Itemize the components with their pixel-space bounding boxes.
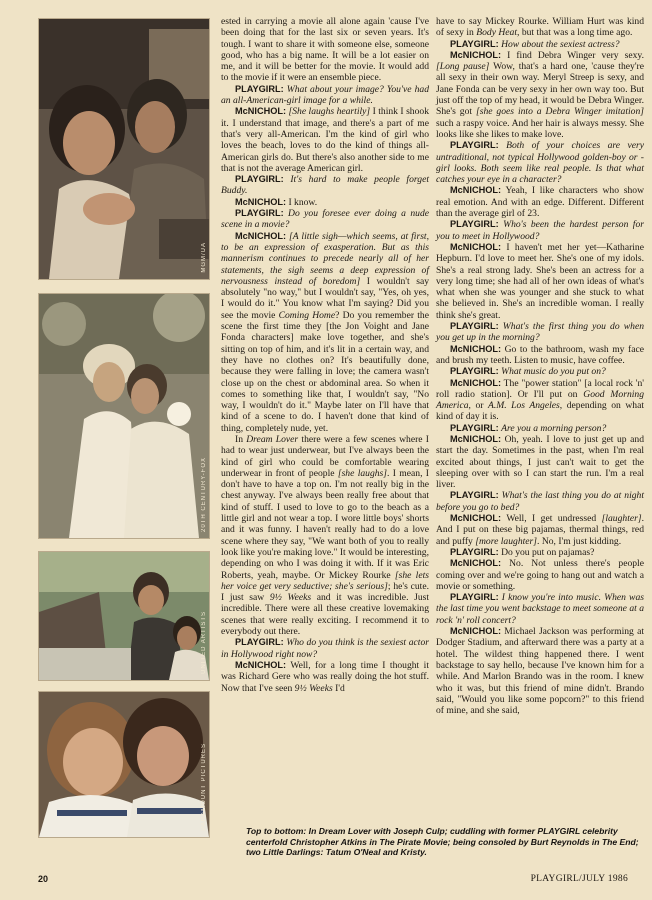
speaker-label: McNICHOL: (235, 659, 287, 670)
photo-credit: MGM/UA (201, 242, 207, 273)
question-text: What's the last thing you do at night before you go to bed? (436, 490, 644, 513)
speaker-label: PLAYGIRL: (450, 546, 499, 557)
speaker-label: PLAYGIRL: (235, 637, 284, 648)
article-paragraph (221, 16, 429, 84)
article-paragraph (436, 434, 644, 490)
answer-segment: Wow, that's a hard one, 'cause they're all sexy in their own way. Meryl Streep is sexy, and Jane Fonda can be very sexy in her own way too. But just off the top of my head, it would be Debra Winger. She's got (436, 61, 644, 118)
article-paragraph (436, 547, 644, 558)
answer-segment: I think I shook it. I understand that image, and there's a part of me that's very all-American. I'm the kind of girl who loves the beach, loves to do the kind of things all-American girls do. But there's also another side to me that is not the average American girl. (221, 106, 429, 174)
article-paragraph (436, 592, 644, 626)
answer-segment: In (235, 433, 247, 445)
question-text: Who's been the hardest person for you to meet in Hollywood? (436, 219, 644, 242)
speaker-label: McNICHOL: (235, 106, 287, 117)
answer-segment: No. Not unless there's people coming over and we're going to hang out and watch a movie or something. (436, 558, 644, 592)
speaker-label: PLAYGIRL: (450, 219, 499, 230)
speaker-label: PLAYGIRL: (450, 366, 499, 377)
speaker-label: McNICHOL: (235, 230, 287, 241)
article-paragraph (221, 231, 429, 434)
article-paragraph (436, 185, 644, 219)
article-paragraph (436, 39, 644, 50)
question-text: It's hard to make people forget Buddy. (221, 174, 429, 197)
article-paragraph (436, 558, 644, 592)
article-paragraph (221, 197, 429, 208)
italic-segment: 9½ Weeks (269, 592, 312, 604)
answer-segment: there were a few scenes where I had to wear just underwear, but I've always been the kind of girl who could be comfortable wearing underwear in front of people (221, 433, 430, 479)
answer-segment: , or (468, 400, 488, 412)
answer-segment: Oh, yeah. I love to just get up and start the day. Sometimes in the past, when I'm real excited about things, I just can't wait to get the sleeping over with so I can start the run. I'm a real liver. (436, 433, 644, 491)
article-paragraph (221, 434, 429, 637)
article-paragraph (436, 626, 644, 716)
photo-dream-lover-image (39, 19, 209, 279)
italic-segment: Good Morning America (436, 388, 644, 412)
photo-credit: UNITED ARTISTS (201, 611, 207, 674)
article-paragraph (221, 84, 429, 107)
italic-segment: A.M. Los Angeles (487, 400, 560, 412)
answer-segment: Michael Jackson was performing at Dodger Stadium, and afterward there was a party at a hotel. The wildest thing happened there. I went backstage to say hello, because I've known him for a while. And Marlon Brando was in the room. I knew who it was, but this friend of mine didn't. Brando said, "Would you like some popcorn?" to this friend of mine, and she said, (436, 626, 644, 717)
article-paragraph (221, 660, 429, 694)
photo-credit: 20TH CENTURY-FOX (201, 456, 207, 532)
question-text: Are you a morning person? (501, 422, 607, 434)
answer-segment: Yeah, I like characters who show real emotion. And with an edge. Different. Different than the average girl of 23. (436, 185, 645, 220)
article-paragraph (436, 321, 644, 344)
question-text: Both of your choices are very untraditional, not typical Hollywood golden-boy or -girl looks. Both seem like real people. Is that what catches your eye in a character? (436, 140, 644, 186)
answer-segment: I find Debra Winger very sexy. (507, 49, 644, 61)
italic-segment: [She laughs heartily] (288, 106, 371, 118)
answer-segment: Go to the bathroom, wash my face and brush my teeth. Listen to music, have coffee. (436, 343, 644, 366)
answer-segment: I'd (332, 682, 345, 694)
speaker-label: PLAYGIRL: (450, 490, 499, 501)
answer-segment: have to say Mickey Rourke. William Hurt was kind of sexy in (436, 16, 644, 39)
article-column-2 (436, 16, 644, 716)
speaker-label: McNICHOL: (235, 196, 287, 207)
italic-segment: [A little sigh—which seems, at first, to be an expression of exasperation. But as this mannerism continues to precede nearly all of her statements, the sigh seems a deep expression of nervousness instead of boredom] (221, 230, 429, 287)
article-paragraph (436, 378, 644, 423)
photo-the-end-image (39, 552, 209, 680)
speaker-label: McNICHOL: (450, 185, 502, 196)
answer-segment: , depending on what kind of day it is. (436, 400, 644, 423)
italic-segment: Dream Lover (246, 433, 299, 445)
article-paragraph (436, 423, 644, 434)
speaker-label: McNICHOL: (450, 558, 502, 569)
paragraph-text: ested in carrying a movie all alone again 'cause I've been doing that for the last six or seven years. It's tough. I want to share it with someone else, someone good, who has a big name. It will be a lot easier on me, and it will be better for the movie. It would add to the movie if it were an ensemble piece. (221, 16, 429, 84)
speaker-label: McNICHOL: (450, 49, 502, 60)
italic-segment: 9½ Weeks (294, 682, 333, 694)
photo-dream-lover (38, 18, 210, 280)
answer-segment: . And I put on these big pajamas, thermal things, red and puffy (436, 513, 644, 547)
article-paragraph (436, 513, 644, 547)
paragraph-text: Do you put on pajamas? (501, 546, 595, 558)
photo-pirate-movie-image (39, 294, 209, 538)
speaker-label: PLAYGIRL: (235, 83, 284, 94)
page-number: 20 (38, 874, 49, 884)
article-paragraph (436, 366, 644, 377)
article-paragraph (436, 490, 644, 513)
photo-pirate-movie (38, 293, 210, 539)
article-paragraph (436, 50, 644, 140)
article-paragraph (221, 637, 429, 660)
answer-segment: and it was incredible. Just incredible. There were all these creative lovemaking scenes that were really exciting. I recommend it to everybody out there. (221, 592, 430, 638)
answer-segment: . I mean, I don't have to have a top on. I'm not really big in the chest anyway. I've always been really free about that kind of stuff. I used to love to go to the beach as a little girl and not wear a top. I wore little boys' shorts and it was funny. I haven't really had to do a love scene where they say, "We want both of you to really look like you're making love." It would be interesting, depending on who I was doing it with. If it was Eric Roberts, yeah, maybe. Or Mickey Rourke (221, 467, 429, 581)
italic-segment: [she laughs] (337, 467, 388, 479)
article-paragraph (436, 219, 644, 242)
running-head: PLAYGIRL/JULY 1986 (530, 874, 628, 884)
answer-segment: The "power station" [a local rock 'n' roll radio station]. Or I'll put on (436, 377, 644, 400)
answer-segment: I wouldn't say absolutely "no way," but I wouldn't say, "Yes, oh yes, I would do it." You know what I'm saying? Did you see the movie (221, 275, 429, 321)
question-text: What music do you put on? (501, 366, 606, 378)
article-paragraph (436, 242, 644, 321)
photo-credit: PARAMOUNT PICTURES (201, 743, 207, 831)
answer-segment: Well, I get undressed (506, 513, 602, 525)
speaker-label: McNICHOL: (450, 433, 502, 444)
speaker-label: PLAYGIRL: (450, 592, 499, 603)
photo-little-darlings (38, 691, 210, 838)
question-text: What about your image? You've had an all-American-girl image for a while. (221, 83, 429, 107)
speaker-label: PLAYGIRL: (235, 208, 284, 219)
answer-segment: I haven't met her yet—Katharine Hepburn. I'd love to meet her. She's one of my idols. She's a real strong lady. She's been an actress for a very long time; she had all of her own ideas of what's what when she was younger and she stuck to what she believed in. She's an incredible woman. I really think she's great. (436, 241, 644, 321)
article-paragraph (436, 344, 644, 367)
article-paragraph (436, 16, 644, 39)
photo-strip (38, 18, 208, 836)
speaker-label: PLAYGIRL: (450, 321, 499, 332)
speaker-label: McNICHOL: (450, 626, 502, 637)
italic-segment: Coming Home (278, 309, 336, 321)
question-text: What's the first thing you do when you get up in the morning? (436, 321, 645, 344)
answer-segment: ; he's cute. I just saw (221, 580, 430, 604)
answer-segment: such a raspy voice. And her hair is always messy. She looks like she likes to make love. (436, 117, 644, 140)
speaker-label: McNICHOL: (450, 513, 502, 524)
speaker-label: PLAYGIRL: (450, 140, 499, 151)
italic-segment: [more laughter] (475, 535, 538, 547)
speaker-label: McNICHOL: (450, 241, 502, 252)
article-paragraph (221, 106, 429, 174)
answer-segment: Well, for a long time I thought it was Richard Gere who was really doing the hot stuff. Now that I've seen (221, 659, 429, 694)
article-paragraph (436, 140, 644, 185)
speaker-label: McNICHOL: (450, 377, 502, 388)
photo-little-darlings-image (39, 692, 209, 837)
question-text: I know you're into music. When was the last time you went backstage to meet someone at a rock 'n' roll concert? (436, 592, 644, 626)
question-text: Who do you think is the sexiest actor in Hollywood right now? (221, 637, 429, 660)
italic-segment: [she goes into a Debra Winger imitation] (475, 106, 644, 118)
photo-the-end (38, 551, 210, 681)
article-paragraph (221, 174, 429, 197)
answer-segment: I know. (288, 196, 318, 208)
speaker-label: PLAYGIRL: (450, 422, 499, 433)
answer-segment: ? Do you remember the scene the first time they [the Jon Voight and Jane Fonda characters] make love together, and she's sitting on top of him, and it's lit in a certain way, and they have no clothes on? It's beautifully done, because they were falling in love; the camera wasn't close up on the chest or abdominal area. So when it comes to something like that, I wouldn't say, "No way, I wouldn't do it." Maybe later on I'll have that kind of a scene to do. I haven't done that kind of thing, completely nude, yet. (221, 309, 429, 434)
article-column-1 (221, 16, 429, 694)
photo-caption: Top to bottom: In Dream Lover with Joseph Culp; cuddling with former PLAYGIRL celebrity centerfold Christopher Atkins in The Pirate Movie; being consoled by Burt Reynolds in The End; two Little Darlings: Tatum O'Neal and Kristy. (246, 826, 639, 857)
italic-segment: [she lets her voice get very seductive; she's serious] (221, 569, 429, 592)
speaker-label: PLAYGIRL: (235, 174, 284, 185)
italic-segment: Body Heat (476, 27, 518, 39)
question-text: How about the sexiest actress? (501, 38, 620, 50)
speaker-label: McNICHOL: (450, 343, 502, 354)
article-paragraph (221, 208, 429, 231)
italic-segment: [laughter] (601, 513, 642, 525)
question-text: Do you foresee ever doing a nude scene in a movie? (221, 208, 429, 231)
answer-segment: , but that was a long time ago. (517, 27, 633, 39)
speaker-label: PLAYGIRL: (450, 38, 499, 49)
answer-segment: . No, I'm just kidding. (537, 535, 622, 547)
italic-segment: [Long pause] (436, 61, 490, 73)
